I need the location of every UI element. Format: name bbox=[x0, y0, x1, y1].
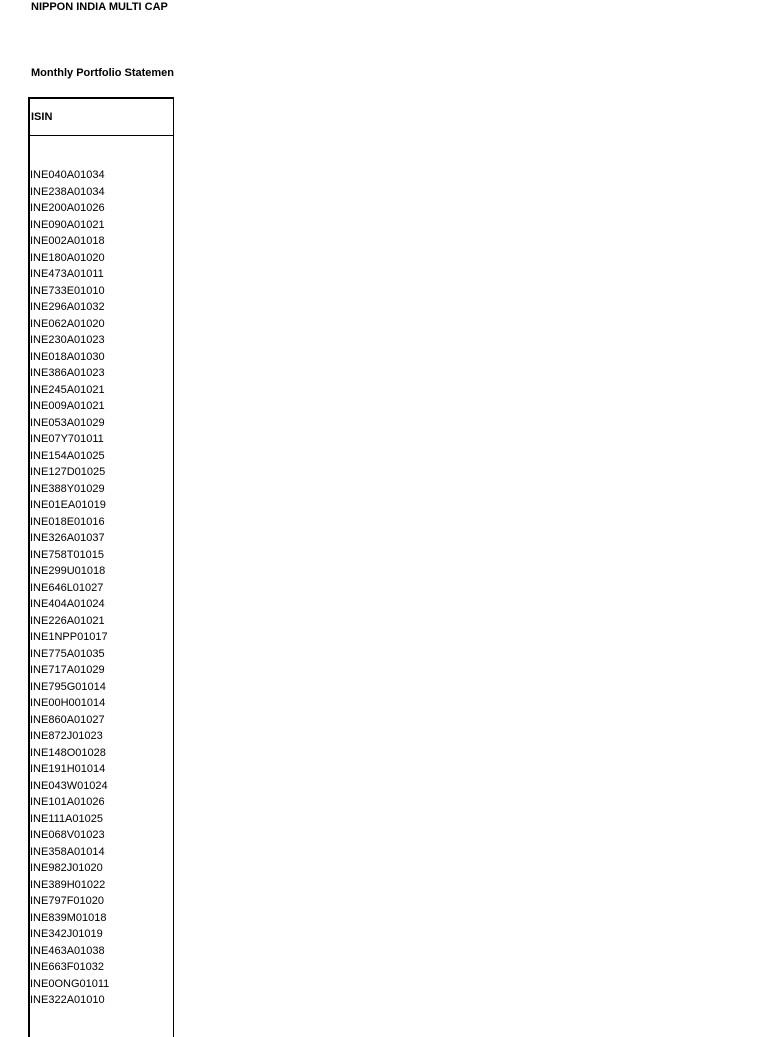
isin-cell: INE245A01021 bbox=[30, 383, 105, 396]
isin-cell: INE111A01025 bbox=[30, 812, 103, 825]
document-title: NIPPON INDIA MULTI CAP bbox=[31, 1, 168, 13]
isin-column-header: ISIN bbox=[30, 99, 173, 136]
isin-cell: INE797F01020 bbox=[30, 895, 104, 907]
isin-cell: INE200A01026 bbox=[30, 202, 105, 214]
isin-cell: INE238A01034 bbox=[30, 185, 105, 198]
isin-cell: INE860A01027 bbox=[30, 713, 105, 726]
isin-cell: INE053A01029 bbox=[30, 416, 105, 429]
isin-cell: INE733E01010 bbox=[30, 284, 105, 297]
isin-cell: INE646L01027 bbox=[30, 581, 104, 594]
isin-cell: INE01EA01019 bbox=[30, 499, 106, 511]
isin-cell: INE127D01025 bbox=[30, 466, 106, 478]
isin-cell: INE473A01011 bbox=[30, 268, 104, 280]
isin-cell: INE154A01025 bbox=[30, 449, 105, 462]
isin-cell: INE002A01018 bbox=[30, 235, 105, 247]
isin-cell: INE062A01020 bbox=[30, 317, 105, 330]
isin-cell: INE230A01023 bbox=[30, 334, 105, 346]
isin-cell: INE043W01024 bbox=[30, 779, 108, 792]
isin-cell: INE101A01026 bbox=[30, 796, 105, 808]
isin-cell: INE463A01038 bbox=[30, 944, 105, 957]
isin-cell: INE795G01014 bbox=[30, 680, 106, 693]
isin-cell: INE0ONG01011 bbox=[30, 977, 110, 990]
isin-cell: INE775A01035 bbox=[30, 647, 105, 660]
isin-cell: INE839M01018 bbox=[30, 911, 107, 924]
isin-cell: INE07Y701011 bbox=[30, 433, 104, 445]
isin-cell: INE1NPP01017 bbox=[30, 631, 108, 643]
isin-cell: INE018A01030 bbox=[30, 350, 105, 363]
isin-cell: INE040A01034 bbox=[30, 169, 105, 181]
isin-cell: INE180A01020 bbox=[30, 251, 105, 264]
isin-cell: INE191H01014 bbox=[30, 763, 106, 775]
isin-cell: INE663F01032 bbox=[30, 961, 104, 973]
isin-cell: INE068V01023 bbox=[30, 829, 105, 841]
isin-cell: INE00H001014 bbox=[30, 697, 106, 709]
isin-cell: INE148O01028 bbox=[30, 746, 106, 759]
isin-column bbox=[28, 97, 174, 1037]
isin-cell: INE982J01020 bbox=[30, 862, 103, 874]
isin-cell: INE090A01021 bbox=[30, 218, 105, 231]
isin-cell: INE388Y01029 bbox=[30, 482, 105, 495]
isin-cell: INE872J01023 bbox=[30, 730, 103, 742]
isin-cell: INE322A01010 bbox=[30, 994, 105, 1006]
isin-cell: INE299U01018 bbox=[30, 565, 106, 577]
isin-cell: INE296A01032 bbox=[30, 301, 105, 313]
isin-cell: INE326A01037 bbox=[30, 532, 105, 544]
isin-cell: INE758T01015 bbox=[30, 548, 104, 561]
isin-cell: INE226A01021 bbox=[30, 614, 105, 627]
isin-cell: INE018E01016 bbox=[30, 515, 105, 528]
isin-cell: INE358A01014 bbox=[30, 845, 105, 858]
isin-cell: INE389H01022 bbox=[30, 878, 106, 891]
document-subtitle: Monthly Portfolio Statemen bbox=[31, 67, 174, 79]
isin-cell: INE009A01021 bbox=[30, 400, 105, 412]
isin-cell: INE386A01023 bbox=[30, 367, 105, 379]
isin-cell: INE717A01029 bbox=[30, 664, 105, 676]
isin-list bbox=[30, 136, 173, 1009]
isin-cell: INE342J01019 bbox=[30, 928, 103, 940]
isin-cell: INE404A01024 bbox=[30, 598, 105, 610]
